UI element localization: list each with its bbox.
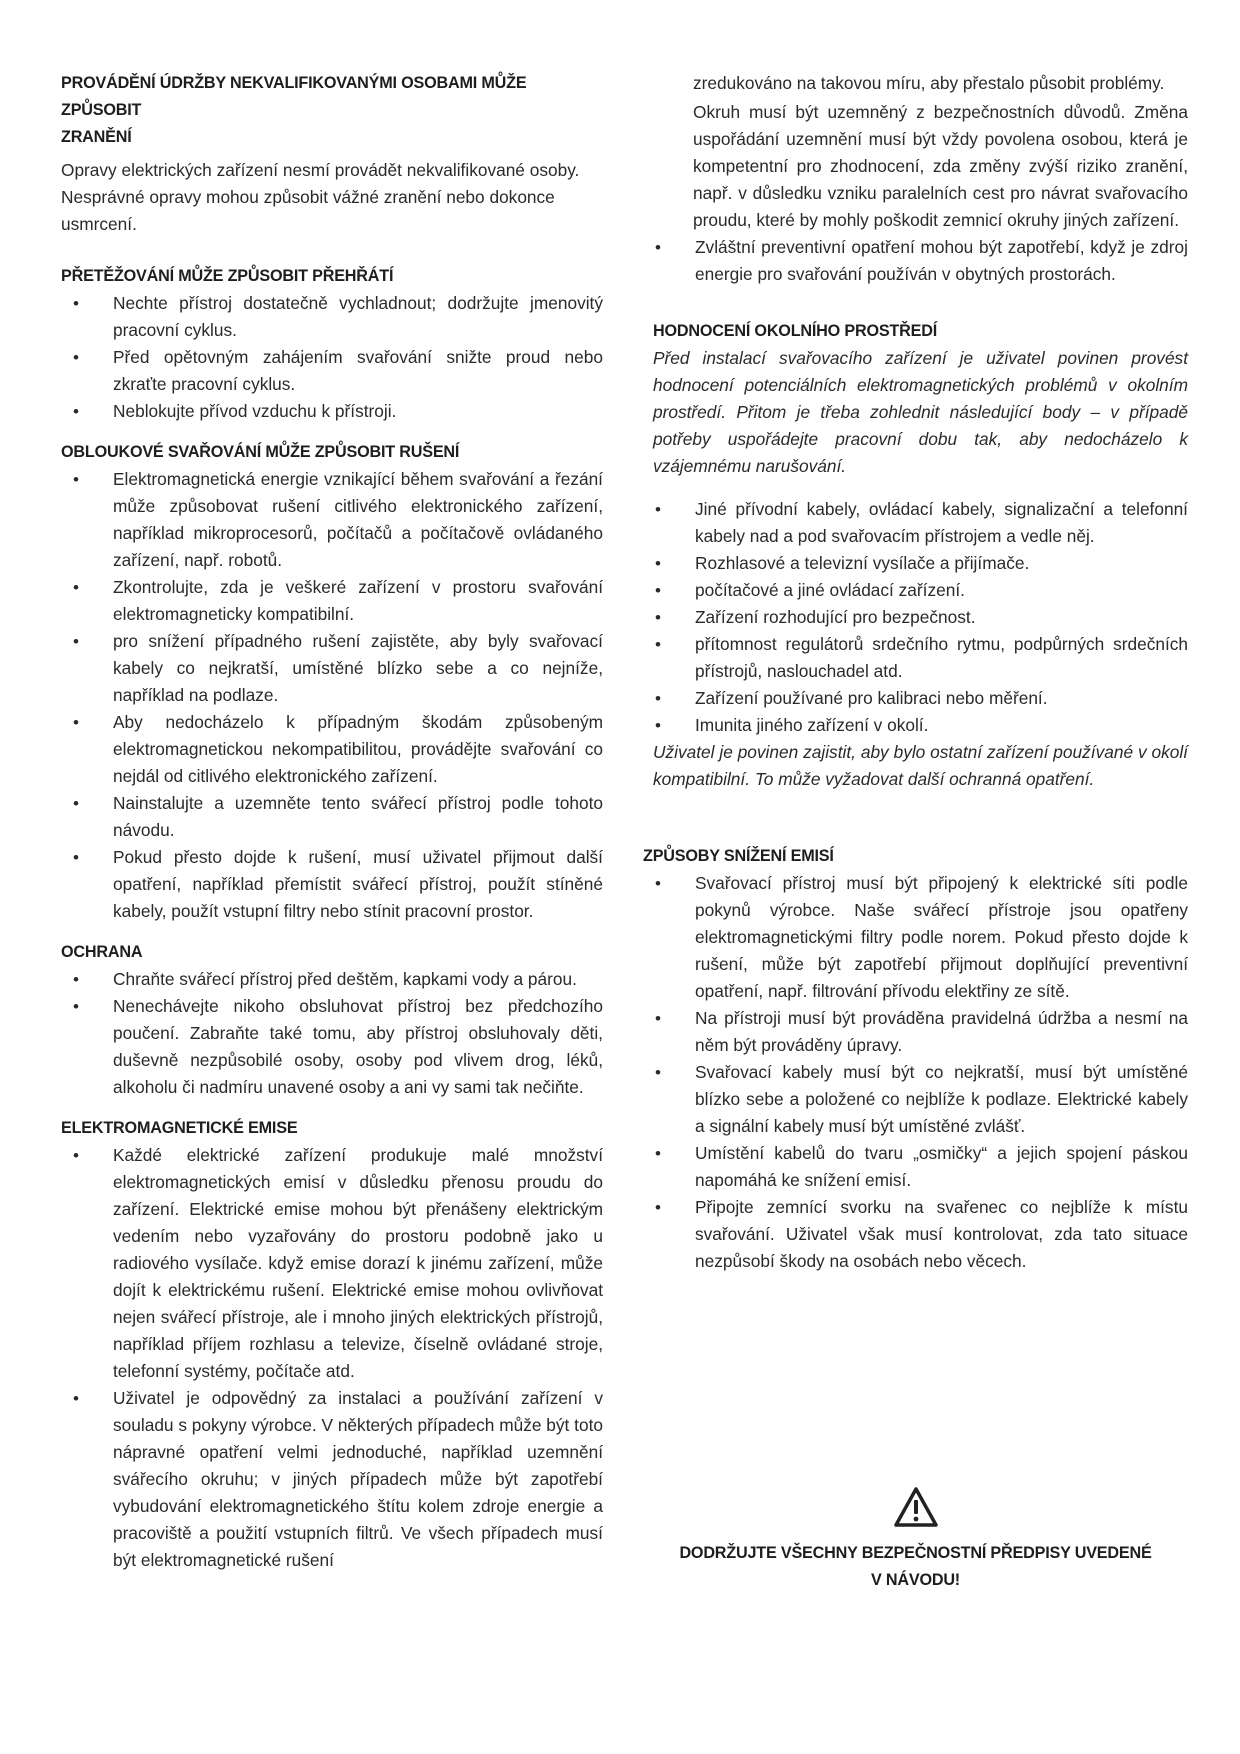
- right-column: [643, 70, 1188, 1275]
- list-item: • Svařovací přístroj musí být připojený k elektrické síti podle pokynů výrobce. Naše svářecí přístroje jsou opatřeny elektromagnetickými filtry podle norem. Pokud přesto dojde k rušení, může být zapotřebí přijmout doplňující preventivní opatření, např. filtrování přívodu elektřiny ze sítě.: [643, 870, 1188, 1005]
- list-item: • Umístění kabelů do tvaru „osmičky“ a jejich spojení páskou napomáhá ke snížení emisí.: [643, 1140, 1188, 1194]
- list-item: • Uživatel je odpovědný za instalaci a používání zařízení v souladu s pokyny výrobce. V některých případech může být toto nápravné opatření velmi jednoduché, například uzemnění svářecího okruhu; v jiných případech může být zapotřebí vybudování elektromagnetického štítu kolem zdroje energie a pracoviště a použití vstupních filtrů. Ve všech případech musí být elektromagnetické rušení: [61, 1385, 603, 1574]
- bullet-icon: •: [73, 402, 79, 421]
- bullet-icon: •: [655, 1144, 661, 1163]
- warning-text-line2: V NÁVODU!: [870, 1571, 961, 1589]
- list-item: • Chraňte svářecí přístroj před deštěm, kapkami vody a párou.: [61, 966, 603, 993]
- section-heading: ZPŮSOBY SNÍŽENÍ EMISÍ: [643, 847, 834, 865]
- list-item: • Nechte přístroj dostatečně vychladnout; dodržujte jmenovitý pracovní cyklus.: [61, 290, 603, 344]
- section-intro: Před instalací svařovacího zařízení je uživatel povinen provést hodnocení potenciálních elektromagnetických problémů v okolním prostředí. Přitom je třeba zohlednit následující body – v případě potřeby uspořádejte pracovní dobu tak, aby nedocházelo k vzájemnému narušování.: [653, 348, 1188, 476]
- list-item: • Rozhlasové a televizní vysílače a přijímače.: [643, 550, 1188, 577]
- bullet-icon: •: [655, 238, 661, 257]
- list-item: • počítačové a jiné ovládací zařízení.: [643, 577, 1188, 604]
- bullet-icon: •: [655, 716, 661, 735]
- bullet-icon: •: [655, 500, 661, 519]
- bullet-icon: •: [73, 997, 79, 1016]
- list-item: • Pokud přesto dojde k rušení, musí uživatel přijmout další opatření, například přemístit svářecí přístroj, použít stíněné kabely, použít vstupní filtry nebo stínit pracovní prostor.: [61, 844, 603, 925]
- bullet-icon: •: [73, 470, 79, 489]
- continuation-text: zredukováno na takovou míru, aby přestalo působit problémy.: [693, 73, 1165, 93]
- bullet-icon: •: [655, 581, 661, 600]
- section-outro: Uživatel je povinen zajistit, aby bylo ostatní zařízení používané v okolí kompatibilní. To může vyžadovat další ochranná opatření.: [653, 742, 1188, 789]
- bullet-icon: •: [73, 294, 79, 313]
- warning-triangle-icon: [893, 1486, 939, 1528]
- list-item: • Jiné přívodní kabely, ovládací kabely, signalizační a telefonní kabely nad a pod svařovacím přístrojem a vedle něj.: [643, 496, 1188, 550]
- bullet-icon: •: [73, 713, 79, 732]
- list-item: • Aby nedocházelo k případným škodám způsobeným elektromagnetickou nekompatibilitou, provádějte svařování co nejdál od citlivého elektronického zařízení.: [61, 709, 603, 790]
- list-item: • Svařovací kabely musí být co nejkratší, musí být umístěné blízko sebe a položené co nejblíže k podlaze. Elektrické kabely a signální kabely musí být umístěné zvlášť.: [643, 1059, 1188, 1140]
- section-arc-interference: [61, 439, 603, 925]
- list-item: • Neblokujte přívod vzduchu k přístroji.: [61, 398, 603, 425]
- list-item: • Na přístroji musí být prováděna pravidelná údržba a nesmí na něm být prováděny úpravy.: [643, 1005, 1188, 1059]
- list-item: • Nainstalujte a uzemněte tento svářecí přístroj podle tohoto návodu.: [61, 790, 603, 844]
- list-item: • Elektromagnetická energie vznikající během svařování a řezání může způsobovat rušení citlivého elektronického zařízení, například mikroprocesorů, počítačů a počítačově ovládaného zařízení, např. robotů.: [61, 466, 603, 574]
- bullet-icon: •: [73, 578, 79, 597]
- section-text: Opravy elektrických zařízení nesmí provádět nekvalifikované osoby. Nesprávné opravy mohou způsobit vážné zranění nebo dokonce usmrcení.: [61, 160, 580, 234]
- bullet-icon: •: [73, 348, 79, 367]
- section-heading: PŘETĚŽOVÁNÍ MŮŽE ZPŮSOBIT PŘEHŘÁTÍ: [61, 267, 394, 285]
- section-heading-cont: ZRANĚNÍ: [61, 128, 132, 146]
- list-item: • Zařízení rozhodující pro bezpečnost.: [643, 604, 1188, 631]
- list-item: • Imunita jiného zařízení v okolí.: [643, 712, 1188, 739]
- bullet-icon: •: [73, 970, 79, 989]
- section-heading: HODNOCENÍ OKOLNÍHO PROSTŘEDÍ: [653, 322, 937, 340]
- section-protection: [61, 939, 603, 1101]
- section-emission-reduction: [643, 843, 1188, 1275]
- list-item: • Před opětovným zahájením svařování snižte proud nebo zkraťte pracovní cyklus.: [61, 344, 603, 398]
- bullet-icon: •: [655, 635, 661, 654]
- bullet-icon: •: [73, 632, 79, 651]
- section-em-emissions: [61, 1115, 603, 1574]
- bullet-icon: •: [655, 554, 661, 573]
- list-item: • přítomnost regulátorů srdečního rytmu, podpůrných srdečních přístrojů, naslouchadel atd.: [643, 631, 1188, 685]
- list-item: • Zkontrolujte, zda je veškeré zařízení v prostoru svařování elektromagneticky kompatibilní.: [61, 574, 603, 628]
- section-heading: ELEKTROMAGNETICKÉ EMISE: [61, 1119, 298, 1137]
- section-unqualified-maintenance: [61, 70, 603, 238]
- bullet-icon: •: [73, 1146, 79, 1165]
- bullet-icon: •: [73, 794, 79, 813]
- bullet-icon: •: [655, 874, 661, 893]
- list-item: • Nenechávejte nikoho obsluhovat přístroj bez předchozího poučení. Zabraňte také tomu, aby přístroj obsluhovaly děti, duševně nezpůsobilé osoby, osoby pod vlivem drog, léků, alkoholu či nadmíru unavené osoby a ani vy sami tak nečiňte.: [61, 993, 603, 1101]
- list-item: • Zvláštní preventivní opatření mohou být zapotřebí, když je zdroj energie pro svařování používán v obytných prostorách.: [643, 234, 1188, 288]
- section-environment-assessment: [643, 318, 1188, 793]
- section-overload: [61, 263, 603, 425]
- bullet-icon: •: [655, 1063, 661, 1082]
- safety-warning: [643, 1486, 1188, 1594]
- list-item: • Zařízení používané pro kalibraci nebo měření.: [643, 685, 1188, 712]
- bullet-icon: •: [655, 608, 661, 627]
- list-item: • Každé elektrické zařízení produkuje malé množství elektromagnetických emisí v důsledku přenosu proudu do zařízení. Elektrické emise mohou být přenášeny elektrickým vedením nebo vyzařovány do prostoru podobně jako u radiového vysílače. když emise dorazí k jinému zařízení, může dojít k elektrickému rušení. Elektrické emise mohou ovlivňovat nejen svářecí přístroje, ale i mnoho jiných elektrických přístrojů, například příjem rozhlasu a televize, číselně ovládané stroje, telefonní systémy, počítače atd.: [61, 1142, 603, 1385]
- list-item: • Připojte zemnící svorku na svařenec co nejblíže k místu svařování. Uživatel však musí kontrolovat, zda tato situace nezpůsobí škody na osobách nebo věcech.: [643, 1194, 1188, 1275]
- section-heading: OCHRANA: [61, 943, 143, 961]
- section-heading: OBLOUKOVÉ SVAŘOVÁNÍ MŮŽE ZPŮSOBIT RUŠENÍ: [61, 443, 460, 461]
- bullet-icon: •: [73, 848, 79, 867]
- left-column: [61, 70, 603, 1574]
- bullet-icon: •: [655, 1009, 661, 1028]
- section-heading: PROVÁDĚNÍ ÚDRŽBY NEKVALIFIKOVANÝMI OSOBAMI MŮŽE ZPŮSOBIT: [61, 74, 527, 119]
- bullet-icon: •: [73, 1389, 79, 1408]
- bullet-icon: •: [655, 689, 661, 708]
- grounding-text: Okruh musí být uzemněný z bezpečnostních důvodů. Změna uspořádání uzemnění musí být vždy povolena osobou, která je kompetentní pro zhodnocení, zda změny zvýší riziko zranění, např. v důsledku vzniku paralelních cest pro návrat svařovacího proudu, které by mohly poškodit zemnicí okruhy jiných zařízení.: [693, 102, 1188, 230]
- bullet-icon: •: [655, 1198, 661, 1217]
- warning-text-line1: DODRŽUJTE VŠECHNY BEZPEČNOSTNÍ PŘEDPISY UVEDENÉ: [679, 1544, 1152, 1562]
- list-item: • pro snížení případného rušení zajistěte, aby byly svařovací kabely co nejkratší, umístěné blízko sebe a co nejníže, například na podlaze.: [61, 628, 603, 709]
